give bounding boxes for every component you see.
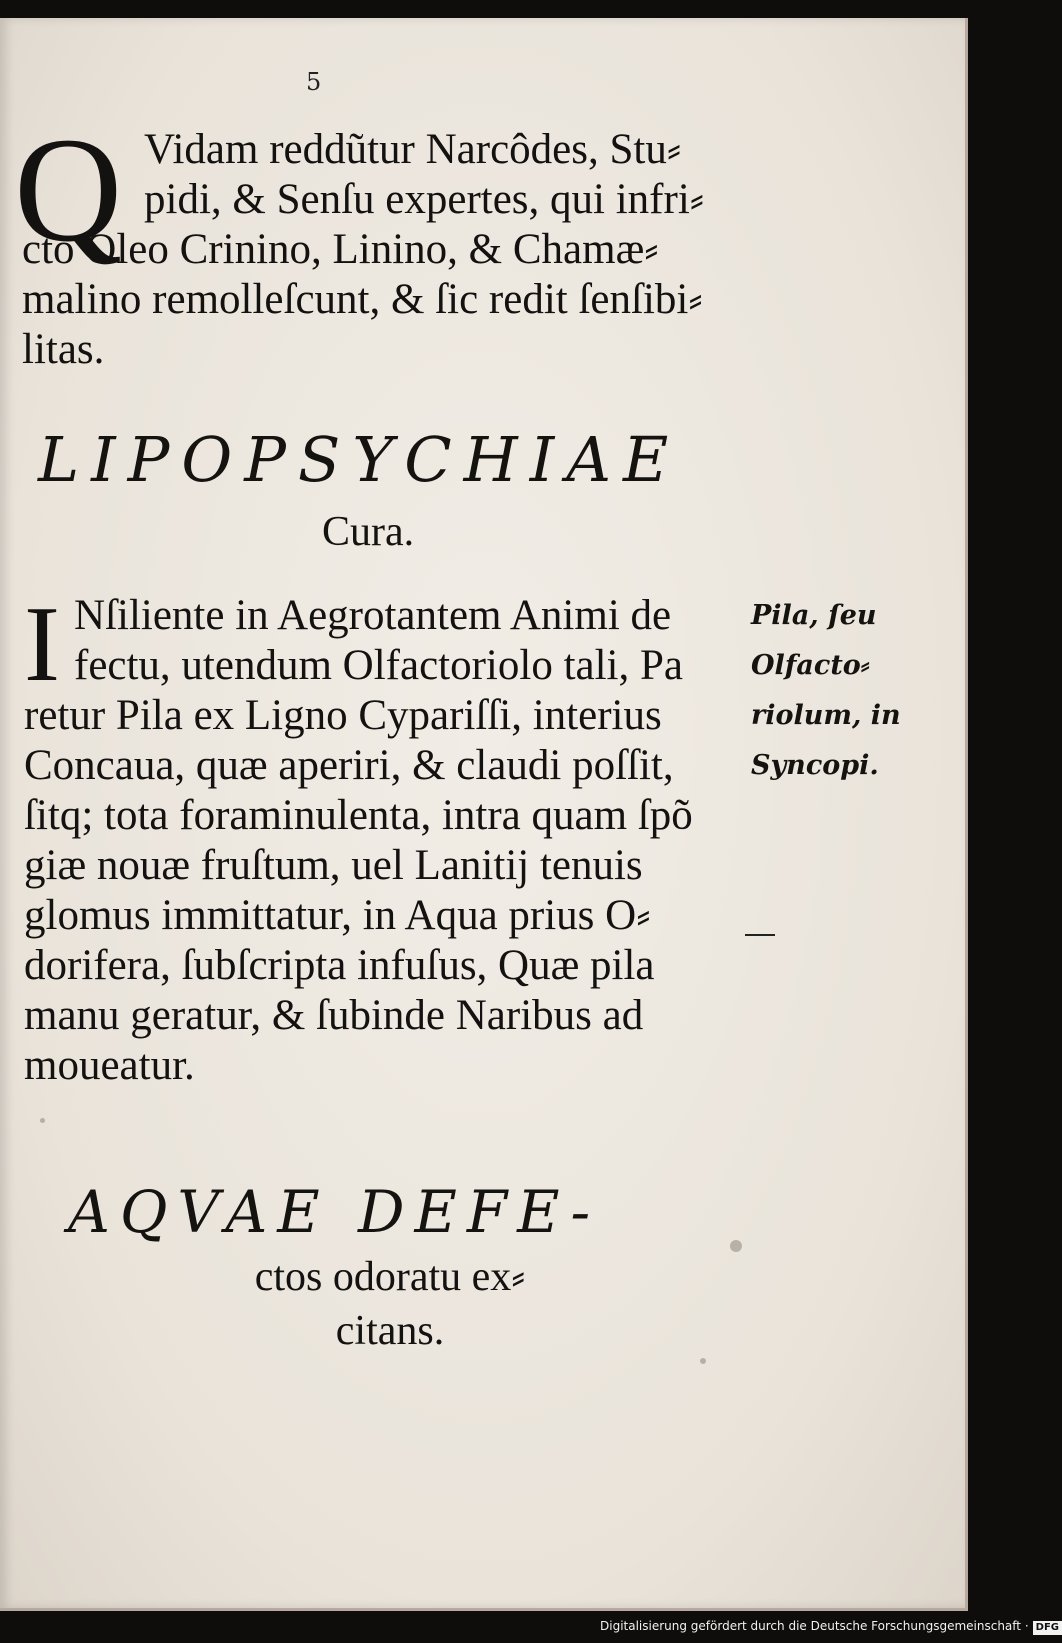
section-heading-aquae-continuation <box>0 1250 780 1358</box>
paragraph-narcosis <box>22 125 704 375</box>
text-line: Nſiliente in Aegrotantem Animi de <box>74 592 672 639</box>
paper-spot <box>730 1240 742 1252</box>
dropcap-q: Q <box>14 107 123 273</box>
text-line: giæ nouæ fruſtum, uel Lanitij tenuis <box>24 842 643 889</box>
paper-spot <box>700 1358 706 1364</box>
text-line: dorifera, ſubſcripta infuſus, Quæ pila <box>24 942 655 989</box>
digitization-credit <box>600 1619 1062 1639</box>
marginal-note-line: riolum, in <box>751 700 901 731</box>
marginal-note-line: Syncopi. <box>751 750 879 781</box>
section-heading-lipopsychiae: LIPOPSYCHIAE <box>38 423 681 496</box>
dropcap-i: I <box>24 585 60 704</box>
margin-dash <box>745 934 775 936</box>
signature-mark: 5 <box>306 68 324 96</box>
text-line: glomus immittatur, in Aqua prius O⸗ <box>24 892 651 939</box>
section-subheading-cura: Cura. <box>322 509 415 555</box>
paper-spot <box>40 1118 45 1123</box>
credit-text: Digitalisierung gefördert durch die Deutsche Forschungsgemeinschaft · <box>600 1619 1029 1633</box>
marginal-note <box>751 591 901 791</box>
heading-line: ctos odoratu ex⸗ <box>254 1254 526 1300</box>
heading-line: citans. <box>335 1308 445 1354</box>
text-line: Vidam reddũtur Narcôdes, Stu⸗ <box>144 126 682 173</box>
text-line: retur Pila ex Ligno Cypariſſi, interius <box>24 692 662 739</box>
text-line: Concaua, quæ aperiri, & claudi poſſit, <box>24 742 674 789</box>
text-line: pidi, & Senſu expertes, qui infri⸗ <box>144 176 705 223</box>
dfg-logo: DFG <box>1033 1621 1062 1635</box>
text-line: ſitq; tota foraminulenta, intra quam ſpõ <box>24 792 693 839</box>
text-line: manu geratur, & ſubinde Naribus ad <box>24 992 644 1039</box>
paragraph-syncope-cure <box>24 585 693 1091</box>
marginal-note-line: Olfacto⸗ <box>751 650 870 681</box>
text-line: malino remolleſcunt, & ſic redit ſenſibi⸗ <box>22 276 703 323</box>
book-page <box>0 18 968 1611</box>
text-line: moueatur. <box>24 1042 195 1089</box>
marginal-note-line: Pila, ſeu <box>751 600 877 631</box>
text-line: cto Oleo Crinino, Linino, & Chamæ⸗ <box>22 226 659 273</box>
text-line: litas. <box>22 326 105 373</box>
text-line: fectu, utendum Olfactoriolo tali, Pa <box>74 642 683 689</box>
section-heading-aquae: AQVAE DEFE- <box>68 1178 601 1246</box>
